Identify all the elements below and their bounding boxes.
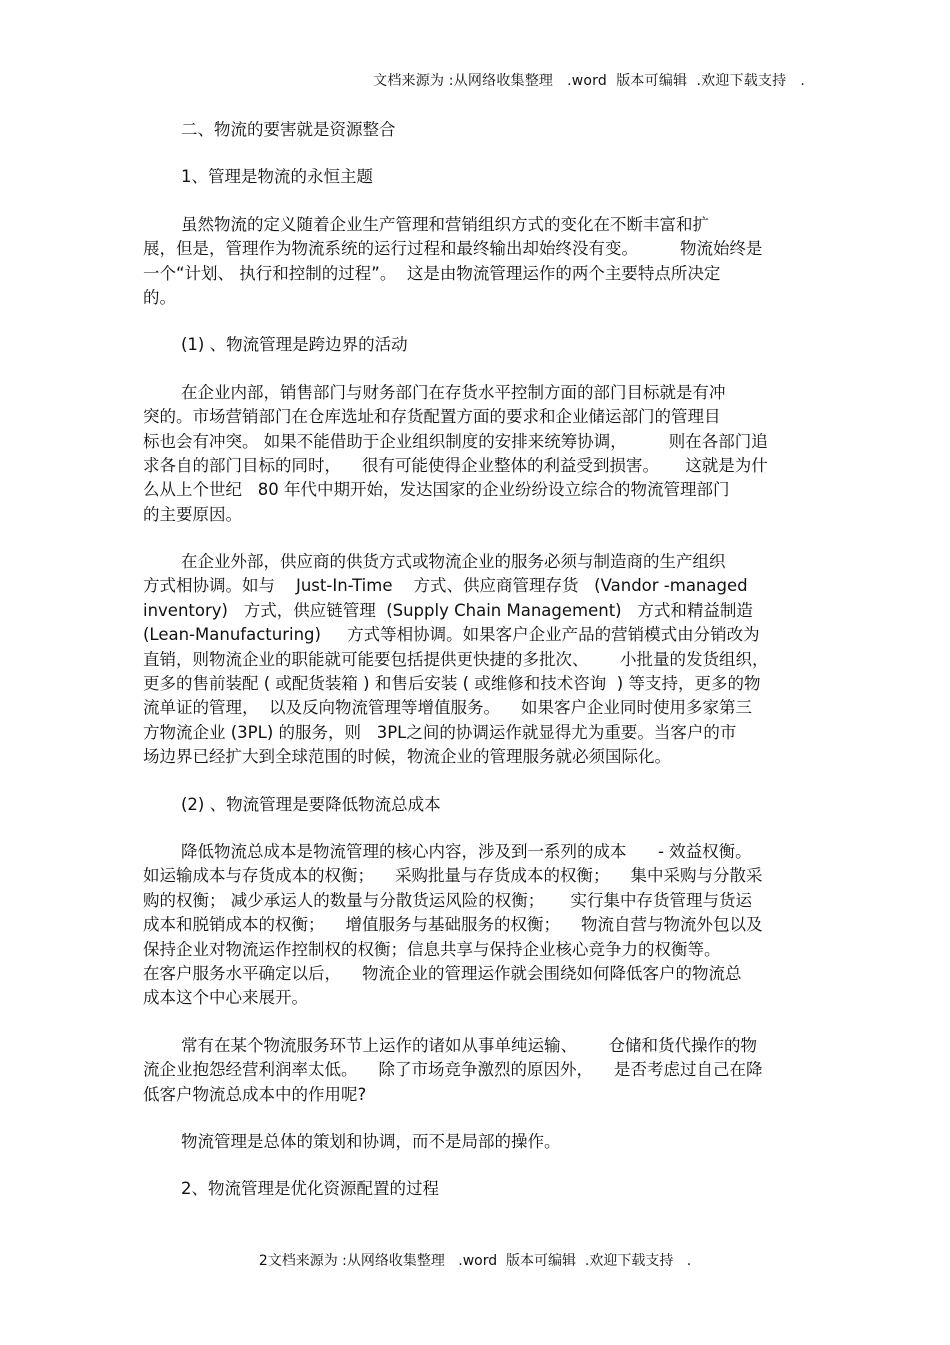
paragraph-line: 在企业内部，销售部门与财务部门在存货水平控制方面的部门目标就是有冲 bbox=[181, 382, 726, 402]
paragraph-line: 展，但是，管理作为物流系统的运行过程和最终输出却始终没有变。 物流始终是 bbox=[143, 239, 763, 259]
paragraph-line: 流企业抱怨经营利润率太低。 除了市场竞争激烈的原因外， 是否考虑过自己在降 bbox=[143, 1060, 763, 1080]
paragraph-line: inventory) 方式，供应链管理 (Supply Chain Management) 方式和精益制造 bbox=[143, 600, 753, 620]
paragraph-6: 物流管理是总体的策划和协调，而不是局部的操作。 bbox=[181, 1131, 561, 1151]
paragraph-line: 的主要原因。 bbox=[143, 504, 242, 524]
paragraph-line: 求各自的部门目标的同时， 很有可能使得企业整体的利益受到损害。 这就是为什 bbox=[143, 455, 768, 475]
paragraph-3 bbox=[143, 550, 805, 770]
paragraph-line: 流单证的管理， 以及反向物流管理等增值服务。 如果客户企业同时使用多家第三 bbox=[143, 698, 752, 718]
paragraph-line: 在客户服务水平确定以后， 物流企业的管理运作就会围绕如何降低客户的物流总 bbox=[143, 963, 742, 983]
paragraph-line: 购的权衡； 减少承运人的数量与分散货运风险的权衡； 实行集中存货管理与货运 bbox=[143, 890, 752, 910]
paragraph-line: 成本这个中心来展开。 bbox=[143, 988, 308, 1008]
document-body bbox=[143, 118, 805, 1225]
paragraph-line: 一个“计划、 执行和控制的过程”。 这是由物流管理运作的两个主要特点所决定 bbox=[143, 263, 721, 283]
paragraph-line: 么从上个世纪 80 年代中期开始，发达国家的企业纷纷设立综合的物流管理部门 bbox=[143, 480, 730, 500]
paragraph-line: 降低物流总成本是物流管理的核心内容，涉及到一系列的成本 - 效益权衡。 bbox=[181, 841, 752, 861]
paragraph-line: 虽然物流的定义随着企业生产管理和营销组织方式的变化在不断丰富和扩 bbox=[181, 214, 709, 234]
paragraph-line: 方物流企业 (3PL) 的服务，则 3PL之间的协调运作就显得尤为重要。当客户的市 bbox=[143, 722, 737, 742]
paragraph-line: 更多的售前装配 ( 或配货装箱 ) 和售后安装 ( 或维修和技术咨询 ) 等支持，更多的物 bbox=[143, 674, 761, 694]
point-2-title: (2) 、物流管理是要降低物流总成本 bbox=[181, 794, 441, 814]
section-title: 二、物流的要害就是资源整合 bbox=[181, 120, 396, 139]
paragraph-line: 的。 bbox=[143, 287, 176, 307]
paragraph-line: 在企业外部，供应商的供货方式或物流企业的服务必须与制造商的生产组织 bbox=[181, 552, 726, 572]
subsection-title-1: 1、管理是物流的永恒主题 bbox=[181, 167, 373, 187]
paragraph-line: 突的。市场营销部门在仓库选址和存货配置方面的要求和企业储运部门的管理目 bbox=[143, 407, 721, 427]
point-1-title: (1) 、物流管理是跨边界的活动 bbox=[181, 335, 408, 355]
page-header: 文档来源为 :从网络收集整理 .word 版本可编辑 .欢迎下载支持 . bbox=[373, 73, 805, 89]
paragraph-line: 如运输成本与存货成本的权衡； 采购批量与存货成本的权衡； 集中采购与分散采 bbox=[143, 866, 763, 886]
paragraph-4 bbox=[143, 840, 805, 1011]
paragraph-5 bbox=[143, 1034, 805, 1107]
paragraph-line: 低客户物流总成本中的作用呢? bbox=[143, 1084, 367, 1104]
paragraph-line: 成本和脱销成本的权衡； 增值服务与基础服务的权衡； 物流自营与物流外包以及 bbox=[143, 915, 763, 935]
paragraph-line: 方式相协调。如与 Just-In-Time 方式、供应商管理存货 (Vandor -managed bbox=[143, 576, 748, 596]
paragraph-line: 场边界已经扩大到全球范围的时候，物流企业的管理服务就必须国际化。 bbox=[143, 747, 671, 767]
subsection-title-2: 2、物流管理是优化资源配置的过程 bbox=[181, 1179, 439, 1199]
paragraph-line: 常有在某个物流服务环节上运作的诸如从事单纯运输、 仓储和货代操作的物 bbox=[181, 1035, 757, 1055]
paragraph-line: 保持企业对物流运作控制权的权衡；信息共享与保持企业核心竞争力的权衡等。 bbox=[143, 939, 721, 959]
paragraph-line: (Lean-Manufacturing) 方式等相协调。如果客户企业产品的营销模式由分销改为 bbox=[143, 625, 760, 645]
paragraph-line: 直销，则物流企业的职能就可能要包括提供更快捷的多批次、 小批量的发货组织， bbox=[143, 649, 769, 669]
paragraph-line: 标也会有冲突。 如果不能借助于企业组织制度的安排来统筹协调， 则在各部门追 bbox=[143, 431, 768, 451]
paragraph-1 bbox=[143, 213, 805, 311]
page-footer: 2文档来源为 :从网络收集整理 .word 版本可编辑 .欢迎下载支持 . bbox=[258, 1253, 692, 1269]
paragraph-2 bbox=[143, 381, 805, 527]
